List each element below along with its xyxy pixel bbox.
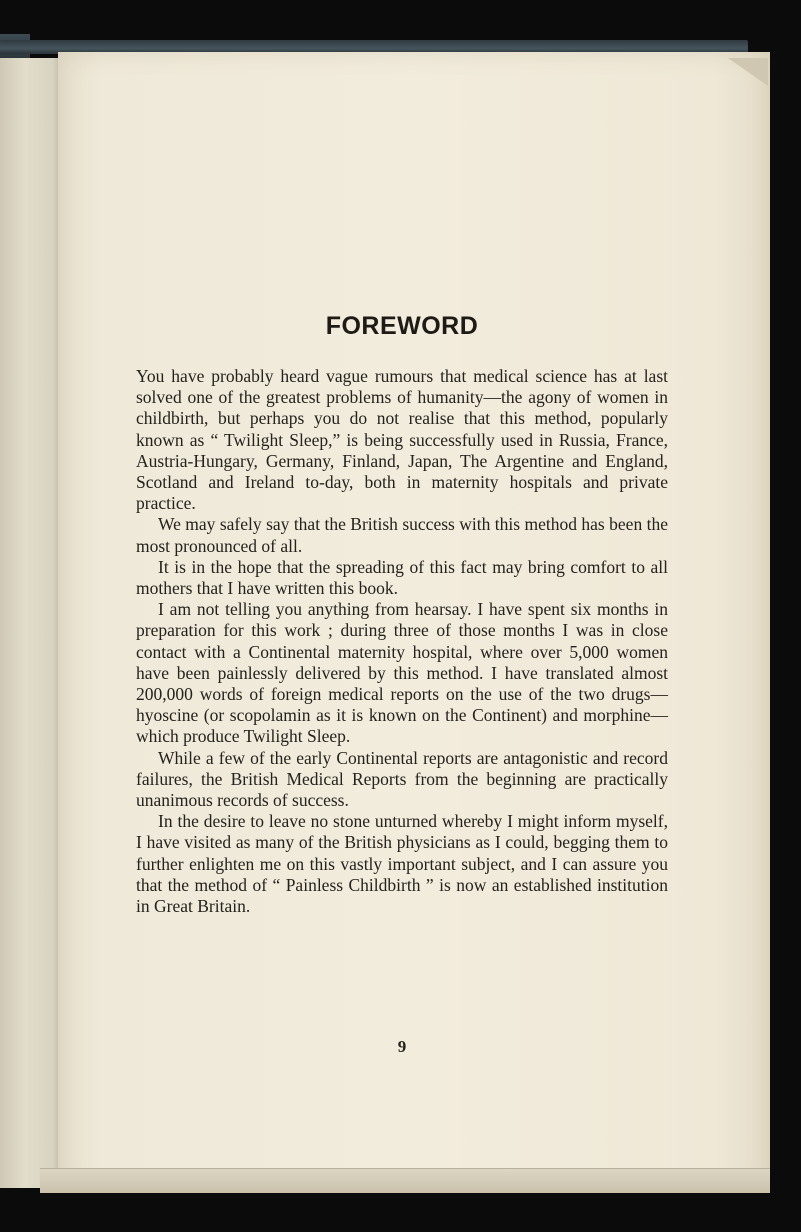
paragraph: I am not telling you anything from hearsay. I have spent six months in preparation for this work ; during three of those months I was in close contact with a Continental maternity hospital, where over 5,000 women have been painlessly delivered by this method. I have translated almost 200,000 words of foreign medical reports on the use of the two drugs—hyoscine (or scopolamin as it is known on the Continent) and morphine—which produce Twilight Sleep.	[136, 599, 668, 747]
paragraph: We may safely say that the British success with this method has been the most pronounced of all.	[136, 514, 668, 556]
paragraph: It is in the hope that the spreading of this fact may bring comfort to all mothers that I have written this book.	[136, 556, 668, 599]
page-corner-fold	[728, 58, 768, 86]
paragraph: You have probably heard vague rumours that medical science has at last solved one of the greatest problems of humanity—the agony of women in childbirth, but perhaps you do not realise that this method, popularly known as “ Twilight Sleep,” is being successfully used in Russia, France, Austria-Hungary, Germany, Finland, Japan, The Argentine and England, Scotland and Ireland to-day, both in maternity hospitals and private practice.	[136, 366, 668, 514]
page-heading: FOREWORD	[325, 312, 479, 340]
page-number: 9	[397, 1037, 407, 1056]
foreword-text	[136, 366, 668, 917]
paragraph: While a few of the early Continental reports are antagonistic and record failures, the British Medical Reports from the beginning are practically unanimous records of success.	[136, 747, 668, 811]
paragraph: In the desire to leave no stone unturned whereby I might inform myself, I have visited as many of the British physicians as I could, begging them to further enlighten me on this vastly important subject, and I can assure you that the method of “ Painless Childbirth ” is now an established institution in Great Britain.	[136, 811, 668, 917]
left-page-edges	[0, 58, 63, 1188]
page-bottom-edge	[40, 1168, 770, 1193]
